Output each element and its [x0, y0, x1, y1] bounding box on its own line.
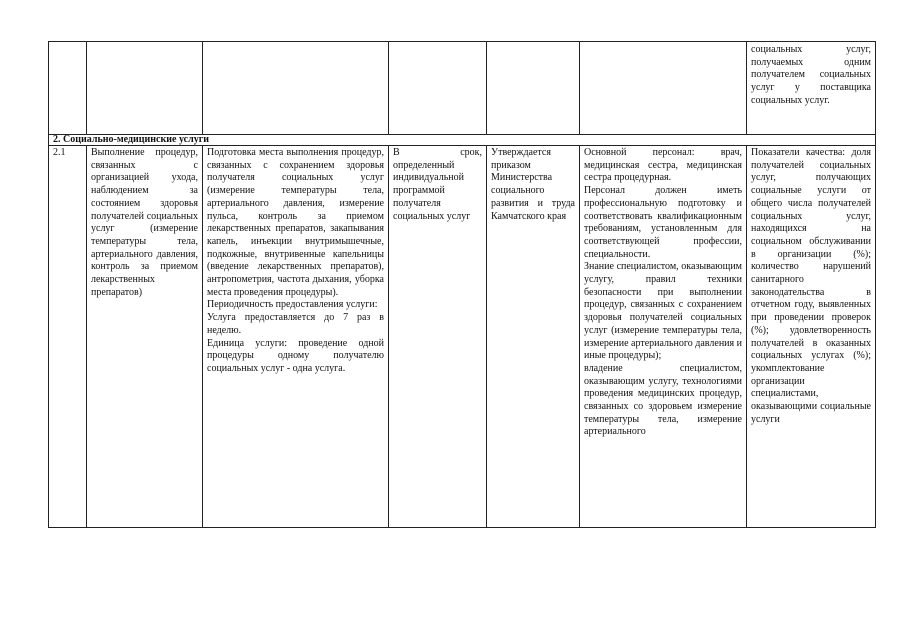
section-title: 2. Социально-медицинские услуги	[49, 135, 876, 146]
services-table	[48, 41, 876, 528]
description-paragraph: Периодичность предоставления услуги:	[207, 299, 378, 311]
conditions-paragraph: Знание специалистом, оказывающим услугу, правил техники безопасности при выполнении процедур, связанных с сохранением здоровья получателей социальных услуг (измерение температуры тела, измерение артериального давления и иные процедуры);	[584, 261, 742, 362]
description-paragraph: Единица услуги: проведение одной процедуры одному получателю социальных услуг - одна услуга.	[207, 337, 384, 374]
table-row-continuation	[49, 42, 876, 135]
service-name: Выполнение процедур, связанных с организацией ухода, наблюдением за состоянием здоровья получателей социальных услуг (измерение температуры тела, артериального давления, контроль за приемом лекарственных препаратов)	[87, 146, 203, 528]
service-description	[203, 146, 389, 528]
description-paragraph: Подготовка места выполнения процедур, связанных с сохранением здоровья получателя социальных услуг (измерение температуры тела, артериального давления, измерение пульса, контроль за приемом лекарственных препаратов, закапывания капель, инъекции внутримышечные, подкожные, внутривенные капельницы (введение лекарственных препаратов), антропометрия, частота дыхания, уборка места проведения процедуры).	[207, 147, 384, 298]
service-conditions	[580, 146, 747, 528]
conditions-paragraph: Персонал должен иметь профессиональную подготовку и соответствовать квалификационным требованиям, установленным для соответствующей профессии, специальности.	[584, 185, 742, 260]
quality-indicators: Показатели качества: доля получателей социальных услуг, получающих социальные услуги от общего числа получателей социальных услуг, находящихся на социальном обслуживании в организации (%); количество нарушений санитарного законодательства в отчетном году, выявленных при проведении проверок (%); удовлетворенность получателей в оказанных социальных услугах (%); укомплектование организации специалистами, оказывающими социальные услуги	[747, 146, 876, 528]
conditions-paragraph: владение специалистом, оказывающим услугу, технологиями проведения медицинских процедур, связанных со здоровьем измерение температуры тела, измерение артериального	[584, 362, 742, 438]
indicators-continued-text: социальных услуг, получаемых одним получателем социальных услуг у поставщика социальных услуг.	[751, 44, 871, 106]
cell-empty	[203, 42, 389, 135]
service-tariff: Утверждается приказом Министерства социального развития и труда Камчатского края	[487, 146, 580, 528]
cell-empty	[487, 42, 580, 135]
conditions-paragraph: Основной персонал: врач, медицинская сестра, медицинская сестра процедурная.	[584, 147, 742, 184]
cell-empty	[49, 42, 87, 135]
cell-indicators-continued	[747, 42, 876, 135]
cell-empty	[580, 42, 747, 135]
cell-empty	[87, 42, 203, 135]
table-row	[49, 146, 876, 528]
section-header-row	[49, 135, 876, 146]
cell-empty	[389, 42, 487, 135]
row-number: 2.1	[49, 146, 87, 528]
service-term: В срок, определенный индивидуальной программой получателя социальных услуг	[389, 146, 487, 528]
description-paragraph: Услуга предоставляется до 7 раз в неделю.	[207, 312, 384, 336]
